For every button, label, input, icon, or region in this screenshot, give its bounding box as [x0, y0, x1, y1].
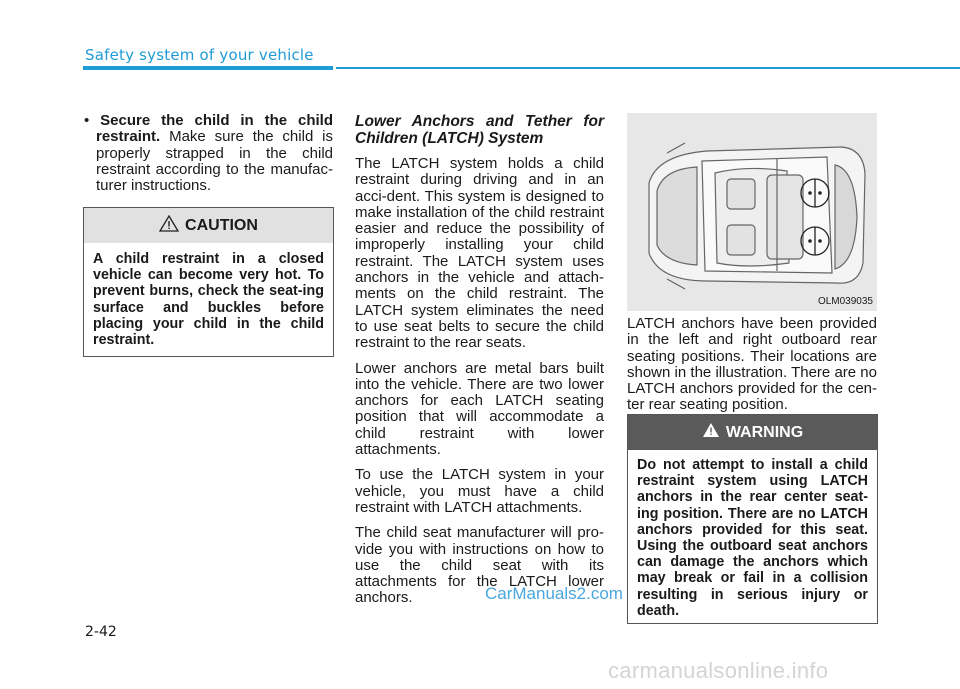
caution-body: A child restraint in a closed vehicle can become very hot. To prevent burns, check the seat-ing surface and buckles before placing your child in the child restraint.: [93, 251, 324, 349]
section-heading: Lower Anchors and Tether for Children (LATCH) System: [355, 113, 604, 147]
site-watermark: carmanualsonline.info: [608, 658, 829, 683]
bullet-item: • Secure the child in the child restraint. Make sure the child is properly strapped in the child restraint according to the manufac-turer instructions.: [84, 112, 333, 195]
caution-heading-text: CAUTION: [185, 216, 258, 234]
bullet-text: Make sure the child is properly strapped in the child restraint according to the manufac-turer instructions.: [96, 128, 333, 195]
middle-column: [355, 113, 604, 616]
warning-box: [627, 414, 878, 624]
caution-box: [83, 207, 334, 357]
paragraph: Lower anchors are metal bars built into the vehicle. There are two lower anchors for each LATCH seating position that will accommodate a child restraint with lower attachments.: [355, 359, 604, 459]
right-column: [627, 316, 877, 423]
bullet-lead: Secure the child in the child restraint.: [96, 112, 333, 146]
warning-triangle-icon: [702, 422, 720, 443]
figure-code: OLM039035: [817, 296, 873, 307]
vehicle-latch-illustration: [627, 113, 877, 311]
header-rule-accent: [83, 66, 333, 70]
header-rule: [336, 67, 960, 69]
watermark-link[interactable]: CarManuals2.com: [485, 584, 623, 603]
warning-body: Do not attempt to install a child restraint system using LATCH anchors in the rear center seat-ing position. There are no LATCH anchors provided for this seat. Using the outboard seat anchors can damage the anchors which may break or fail in a collision resulting in serious injury or death.: [637, 457, 868, 619]
caution-heading: [84, 208, 333, 243]
paragraph: LATCH anchors have been provided in the left and right outboard rear seating positions. Their locations are shown in the illustration. There are no LATCH anchors provided for the cen-ter rear seating position.: [627, 315, 877, 414]
page-section-title: Safety system of your vehicle: [85, 46, 314, 64]
paragraph: The child seat manufacturer will pro-vide you with instructions on how to use the child seat with its attachments for the LATCH lower anchors.: [355, 524, 604, 607]
warning-heading: [628, 415, 877, 450]
caution-triangle-icon: [159, 215, 179, 237]
page-number: 2-42: [85, 624, 117, 640]
paragraph: The LATCH system holds a child restraint during driving and in an acci-dent. This system is designed to make installation of the child restraint easier and reduce the possibility of improperly installing your child restraint. The LATCH system uses anchors in the vehicle and attach-ments on the child restraint. The LATCH system eliminates the need to use seat belts to secure the child restraint to the rear seats.: [355, 155, 604, 352]
left-column: [83, 113, 333, 203]
car-top-view-image: [627, 113, 877, 311]
warning-heading-text: WARNING: [725, 423, 804, 441]
paragraph: To use the LATCH system in your vehicle, you must have a child restraint with LATCH attachments.: [355, 466, 604, 516]
